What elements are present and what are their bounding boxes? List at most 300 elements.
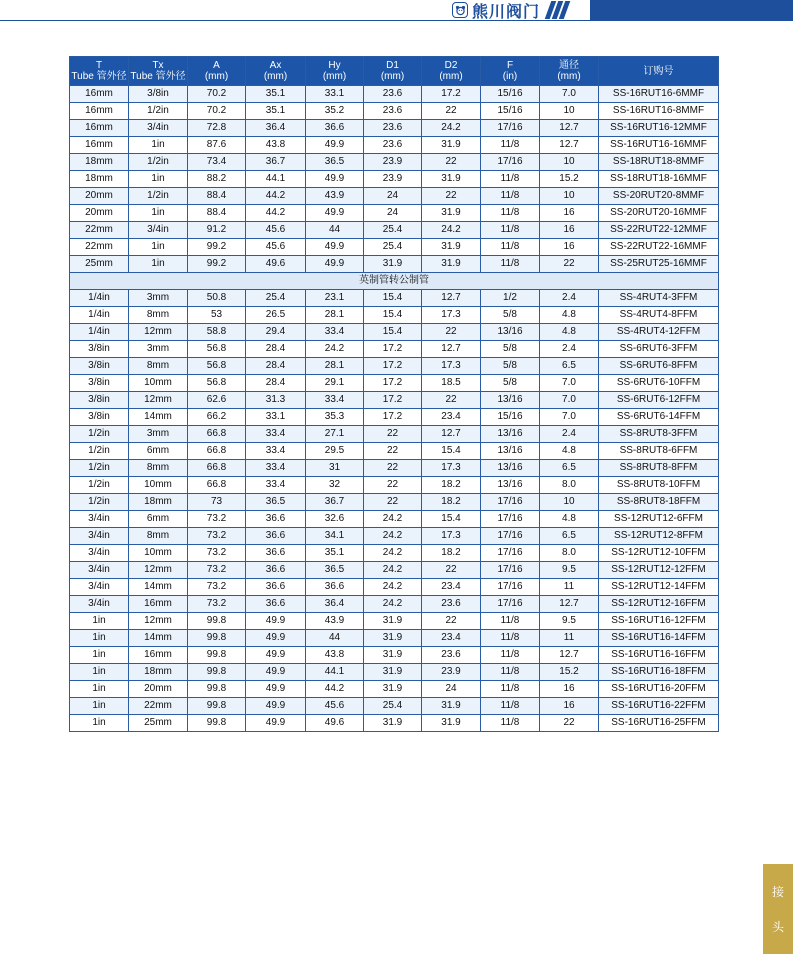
table-cell: 73.2	[188, 579, 246, 596]
table-row	[70, 324, 719, 341]
table-cell: 1/2in	[129, 188, 188, 205]
table-cell: 22	[364, 477, 422, 494]
table-cell: 18.2	[422, 477, 481, 494]
table-row	[70, 579, 719, 596]
table-cell: 16	[540, 698, 599, 715]
table-cell: SS-4RUT4-8FFM	[599, 307, 719, 324]
col-header: 通径 (mm)	[540, 57, 599, 86]
table-cell: 87.6	[188, 137, 246, 154]
table-cell: 23.4	[422, 409, 481, 426]
table-cell: 49.9	[246, 698, 306, 715]
table-cell: 6mm	[129, 511, 188, 528]
table-cell: 70.2	[188, 86, 246, 103]
table-cell: 45.6	[306, 698, 364, 715]
table-cell: 29.4	[246, 324, 306, 341]
table-row	[70, 715, 719, 732]
table-cell: 43.9	[306, 188, 364, 205]
table-cell: 99.8	[188, 647, 246, 664]
table-cell: 31.9	[422, 256, 481, 273]
table-cell: 13/16	[481, 460, 540, 477]
table-cell: 36.4	[246, 120, 306, 137]
table-cell: 35.1	[246, 103, 306, 120]
col-header: 订购号	[599, 57, 719, 86]
table-row	[70, 154, 719, 171]
table-cell: 22mm	[70, 239, 129, 256]
table-cell: 24.2	[306, 341, 364, 358]
table-cell: SS-8RUT8-10FFM	[599, 477, 719, 494]
header-rule	[0, 20, 793, 21]
table-cell: 33.4	[246, 460, 306, 477]
table-cell: 3mm	[129, 426, 188, 443]
table-cell: 1/4in	[70, 324, 129, 341]
table-row	[70, 120, 719, 137]
table-cell: 25mm	[129, 715, 188, 732]
table-cell: 31.9	[364, 613, 422, 630]
table-cell: 15.4	[422, 443, 481, 460]
table-cell: 70.2	[188, 103, 246, 120]
table-cell: 17.2	[422, 86, 481, 103]
table-row	[70, 205, 719, 222]
table-cell: 27.1	[306, 426, 364, 443]
table-cell: 3/4in	[70, 579, 129, 596]
table-cell: 49.9	[306, 171, 364, 188]
table-cell: 31.9	[364, 647, 422, 664]
table-row	[70, 392, 719, 409]
table-cell: SS-6RUT6-10FFM	[599, 375, 719, 392]
table-row	[70, 256, 719, 273]
table-cell: 36.5	[306, 562, 364, 579]
table-cell: 36.6	[246, 596, 306, 613]
table-cell: 11/8	[481, 613, 540, 630]
brand	[452, 0, 567, 20]
table-cell: 36.6	[306, 579, 364, 596]
table-cell: 36.6	[246, 545, 306, 562]
table-cell: 25.4	[364, 239, 422, 256]
table-cell: SS-12RUT12-16FFM	[599, 596, 719, 613]
table-cell: 49.9	[246, 715, 306, 732]
table-cell: 11/8	[481, 222, 540, 239]
table-cell: 31.9	[422, 715, 481, 732]
table-cell: 11/8	[481, 205, 540, 222]
table-cell: 3/8in	[70, 358, 129, 375]
table-cell: 44.2	[306, 681, 364, 698]
table-cell: 22	[364, 494, 422, 511]
bear-logo-icon	[452, 2, 468, 18]
table-cell: 1/4in	[70, 307, 129, 324]
table-cell: 10	[540, 494, 599, 511]
table-cell: SS-20RUT20-8MMF	[599, 188, 719, 205]
table-cell: 11/8	[481, 647, 540, 664]
section-title: 英制管转公制管	[70, 273, 719, 290]
table-cell: 8mm	[129, 358, 188, 375]
table-cell: 23.6	[364, 86, 422, 103]
table-cell: 13/16	[481, 426, 540, 443]
table-row	[70, 647, 719, 664]
table-cell: 35.2	[306, 103, 364, 120]
table-cell: 11/8	[481, 188, 540, 205]
table-cell: 3/4in	[129, 222, 188, 239]
table-cell: 24.2	[364, 545, 422, 562]
table-cell: 1in	[70, 664, 129, 681]
table-cell: 16	[540, 239, 599, 256]
col-header: D1 (mm)	[364, 57, 422, 86]
table-cell: 91.2	[188, 222, 246, 239]
table-cell: 23.4	[422, 579, 481, 596]
table-cell: 3/8in	[129, 86, 188, 103]
table-cell: 23.6	[364, 103, 422, 120]
table-cell: 7.0	[540, 392, 599, 409]
table-row	[70, 103, 719, 120]
table-cell: 15.4	[422, 511, 481, 528]
table-row	[70, 477, 719, 494]
table-row	[70, 511, 719, 528]
table-cell: 18mm	[129, 664, 188, 681]
table-cell: 33.1	[246, 409, 306, 426]
table-cell: 11/8	[481, 256, 540, 273]
table-cell: 18.5	[422, 375, 481, 392]
table-cell: 49.6	[246, 256, 306, 273]
table-cell: 17/16	[481, 494, 540, 511]
table-cell: 28.1	[306, 358, 364, 375]
table-cell: 33.4	[306, 392, 364, 409]
table-cell: 73	[188, 494, 246, 511]
table-row	[70, 239, 719, 256]
table-cell: 22	[422, 154, 481, 171]
table-cell: 3mm	[129, 341, 188, 358]
table-cell: 4.8	[540, 324, 599, 341]
table-cell: SS-16RUT16-8MMF	[599, 103, 719, 120]
table-cell: 43.8	[246, 137, 306, 154]
table-cell: 31.9	[422, 171, 481, 188]
table-cell: 12.7	[422, 290, 481, 307]
table-cell: SS-12RUT12-14FFM	[599, 579, 719, 596]
table-row	[70, 426, 719, 443]
table-cell: 11	[540, 630, 599, 647]
table-cell: 15/16	[481, 103, 540, 120]
table-cell: 24	[364, 188, 422, 205]
table-cell: 11/8	[481, 137, 540, 154]
table-cell: SS-4RUT4-3FFM	[599, 290, 719, 307]
table-cell: 29.1	[306, 375, 364, 392]
table-cell: 10	[540, 154, 599, 171]
table-cell: 24.2	[364, 562, 422, 579]
table-cell: SS-16RUT16-22FFM	[599, 698, 719, 715]
table-cell: 1in	[70, 647, 129, 664]
table-row	[70, 222, 719, 239]
section-row	[70, 273, 719, 290]
table-cell: SS-12RUT12-12FFM	[599, 562, 719, 579]
table-cell: SS-16RUT16-25FFM	[599, 715, 719, 732]
table-cell: 6.5	[540, 358, 599, 375]
table-cell: 25.4	[364, 698, 422, 715]
table-cell: 11/8	[481, 681, 540, 698]
table-cell: 25.4	[246, 290, 306, 307]
table-row	[70, 681, 719, 698]
table-cell: 28.4	[246, 375, 306, 392]
table-cell: 13/16	[481, 477, 540, 494]
table-cell: 24.2	[364, 596, 422, 613]
table-cell: 24.2	[422, 222, 481, 239]
table-cell: 8mm	[129, 460, 188, 477]
table-cell: 8mm	[129, 528, 188, 545]
col-header: D2 (mm)	[422, 57, 481, 86]
table-cell: 62.6	[188, 392, 246, 409]
table-cell: 3/8in	[70, 375, 129, 392]
table-cell: 6mm	[129, 443, 188, 460]
table-cell: SS-16RUT16-14FFM	[599, 630, 719, 647]
table-cell: 1/2in	[129, 154, 188, 171]
table-cell: 18mm	[70, 154, 129, 171]
table-cell: 1in	[129, 137, 188, 154]
table-cell: 10	[540, 103, 599, 120]
table-cell: SS-16RUT16-6MMF	[599, 86, 719, 103]
table-cell: 17/16	[481, 120, 540, 137]
table-cell: 1in	[129, 256, 188, 273]
table-cell: 24.2	[364, 511, 422, 528]
table-cell: 49.9	[246, 647, 306, 664]
table-cell: 23.6	[422, 647, 481, 664]
table-cell: 8.0	[540, 477, 599, 494]
table-cell: 13/16	[481, 392, 540, 409]
table-cell: 11/8	[481, 715, 540, 732]
table-cell: 16mm	[70, 137, 129, 154]
table-row	[70, 171, 719, 188]
table-cell: 1/2in	[70, 460, 129, 477]
table-cell: 17/16	[481, 511, 540, 528]
table-cell: 31.9	[364, 664, 422, 681]
table-cell: SS-12RUT12-8FFM	[599, 528, 719, 545]
table-cell: 3/4in	[70, 562, 129, 579]
table-cell: 73.2	[188, 545, 246, 562]
table-cell: 73.2	[188, 562, 246, 579]
table-cell: 31.9	[364, 630, 422, 647]
table-cell: 13/16	[481, 324, 540, 341]
table-header-row	[70, 57, 719, 86]
table-cell: 99.8	[188, 664, 246, 681]
table-row	[70, 545, 719, 562]
table-cell: 22	[422, 613, 481, 630]
table-cell: 1/2in	[70, 477, 129, 494]
table-cell: 3/4in	[70, 528, 129, 545]
table-row	[70, 307, 719, 324]
table-cell: 11/8	[481, 630, 540, 647]
table-cell: 73.2	[188, 511, 246, 528]
table-cell: 22	[540, 256, 599, 273]
brand-name: 熊川阀门	[472, 1, 541, 21]
table-cell: 10mm	[129, 477, 188, 494]
table-cell: 3/4in	[70, 545, 129, 562]
table-cell: 88.4	[188, 188, 246, 205]
col-header: T Tube 管外径	[70, 57, 129, 86]
table-cell: 99.8	[188, 630, 246, 647]
table-cell: 4.8	[540, 307, 599, 324]
table-cell: 12mm	[129, 562, 188, 579]
table-cell: SS-12RUT12-6FFM	[599, 511, 719, 528]
table-cell: 24.2	[364, 528, 422, 545]
table-cell: 49.9	[306, 239, 364, 256]
table-cell: 56.8	[188, 341, 246, 358]
table-cell: SS-20RUT20-16MMF	[599, 205, 719, 222]
table-cell: 56.8	[188, 358, 246, 375]
table-cell: 2.4	[540, 426, 599, 443]
table-row	[70, 409, 719, 426]
table-cell: 12mm	[129, 324, 188, 341]
table-row	[70, 698, 719, 715]
table-cell: 44.2	[246, 188, 306, 205]
table-cell: 31.9	[364, 681, 422, 698]
header-bar	[590, 0, 793, 20]
table-cell: 45.6	[246, 222, 306, 239]
table-cell: 17/16	[481, 528, 540, 545]
table-cell: 23.1	[306, 290, 364, 307]
table-cell: 22	[540, 715, 599, 732]
table-cell: 12mm	[129, 613, 188, 630]
table-cell: 32	[306, 477, 364, 494]
table-cell: 14mm	[129, 409, 188, 426]
table-cell: 15.2	[540, 171, 599, 188]
table-cell: 20mm	[70, 188, 129, 205]
table-cell: 43.9	[306, 613, 364, 630]
table-cell: 22	[422, 103, 481, 120]
table-cell: 36.6	[246, 511, 306, 528]
table-cell: 3/4in	[70, 511, 129, 528]
table-cell: 16mm	[70, 86, 129, 103]
table-cell: 8.0	[540, 545, 599, 562]
table-cell: 31	[306, 460, 364, 477]
table-cell: 12.7	[540, 596, 599, 613]
table-row	[70, 290, 719, 307]
table-row	[70, 137, 719, 154]
col-header: Ax (mm)	[246, 57, 306, 86]
table-cell: 66.8	[188, 443, 246, 460]
table-cell: 1in	[129, 205, 188, 222]
table-cell: 50.8	[188, 290, 246, 307]
table-cell: 16mm	[70, 103, 129, 120]
table-cell: SS-25RUT25-16MMF	[599, 256, 719, 273]
table-cell: 31.3	[246, 392, 306, 409]
table-cell: 44	[306, 222, 364, 239]
table-cell: 56.8	[188, 375, 246, 392]
table-cell: 28.1	[306, 307, 364, 324]
table-cell: SS-22RUT22-16MMF	[599, 239, 719, 256]
table-cell: 17.3	[422, 307, 481, 324]
table-cell: 3/4in	[129, 120, 188, 137]
table-cell: SS-18RUT18-8MMF	[599, 154, 719, 171]
table-cell: 3/8in	[70, 341, 129, 358]
table-cell: 49.6	[306, 715, 364, 732]
table-cell: 1/2in	[129, 103, 188, 120]
table-cell: 33.4	[246, 477, 306, 494]
table-row	[70, 596, 719, 613]
table-cell: 49.9	[246, 681, 306, 698]
table-cell: 49.9	[246, 664, 306, 681]
table-cell: 17.3	[422, 358, 481, 375]
col-header: F (in)	[481, 57, 540, 86]
table-cell: 5/8	[481, 341, 540, 358]
table-cell: 22	[364, 426, 422, 443]
table-cell: 25mm	[70, 256, 129, 273]
table-cell: 36.4	[306, 596, 364, 613]
table-cell: 8mm	[129, 307, 188, 324]
table-cell: 17/16	[481, 579, 540, 596]
table-cell: 12.7	[422, 341, 481, 358]
table-cell: 35.1	[246, 86, 306, 103]
table-cell: 22	[364, 460, 422, 477]
table-cell: 31.9	[364, 256, 422, 273]
table-cell: 17.2	[364, 375, 422, 392]
table-cell: 22	[422, 392, 481, 409]
table-cell: 6.5	[540, 460, 599, 477]
table-cell: 44.1	[306, 664, 364, 681]
table-row	[70, 341, 719, 358]
table-cell: 16	[540, 222, 599, 239]
table-cell: 33.4	[246, 426, 306, 443]
table-cell: 31.9	[422, 239, 481, 256]
table-row	[70, 188, 719, 205]
table-cell: 49.9	[306, 205, 364, 222]
table-row	[70, 443, 719, 460]
table-cell: 11/8	[481, 239, 540, 256]
table-cell: 1in	[70, 698, 129, 715]
table-cell: 36.6	[246, 528, 306, 545]
table-cell: 23.9	[364, 171, 422, 188]
table-cell: 66.8	[188, 477, 246, 494]
table-cell: 3mm	[129, 290, 188, 307]
table-cell: 36.6	[246, 562, 306, 579]
table-cell: 23.9	[422, 664, 481, 681]
table-cell: 24.2	[364, 579, 422, 596]
table-cell: 18.2	[422, 494, 481, 511]
table-cell: 23.4	[422, 630, 481, 647]
table-cell: 16mm	[129, 647, 188, 664]
table-cell: 9.5	[540, 562, 599, 579]
table-cell: 16mm	[70, 120, 129, 137]
table-cell: 43.8	[306, 647, 364, 664]
table-cell: 36.5	[306, 154, 364, 171]
table-cell: 17.2	[364, 392, 422, 409]
table-cell: 22	[422, 324, 481, 341]
table-cell: 24	[364, 205, 422, 222]
side-tab-char: 头	[771, 920, 784, 934]
table-cell: SS-22RUT22-12MMF	[599, 222, 719, 239]
table-cell: 20mm	[129, 681, 188, 698]
table-cell: 2.4	[540, 341, 599, 358]
table-cell: 11	[540, 579, 599, 596]
table-cell: SS-16RUT16-16MMF	[599, 137, 719, 154]
table-cell: 1in	[70, 681, 129, 698]
table-cell: 23.6	[364, 120, 422, 137]
col-header: Hy (mm)	[306, 57, 364, 86]
table-cell: 36.6	[306, 120, 364, 137]
side-tab-char: 接	[771, 885, 784, 899]
table-row	[70, 630, 719, 647]
table-cell: 18.2	[422, 545, 481, 562]
table-cell: 18mm	[129, 494, 188, 511]
table-cell: 14mm	[129, 579, 188, 596]
table-cell: 9.5	[540, 613, 599, 630]
table-cell: 23.6	[364, 137, 422, 154]
table-cell: 6.5	[540, 528, 599, 545]
table-cell: 20mm	[70, 205, 129, 222]
table-cell: 17.2	[364, 409, 422, 426]
table-cell: 88.4	[188, 205, 246, 222]
table-cell: 1/2in	[70, 443, 129, 460]
table-cell: 33.1	[306, 86, 364, 103]
table-cell: SS-6RUT6-12FFM	[599, 392, 719, 409]
spec-table	[69, 56, 719, 732]
table-cell: 36.6	[246, 579, 306, 596]
table-cell: 12.7	[422, 426, 481, 443]
